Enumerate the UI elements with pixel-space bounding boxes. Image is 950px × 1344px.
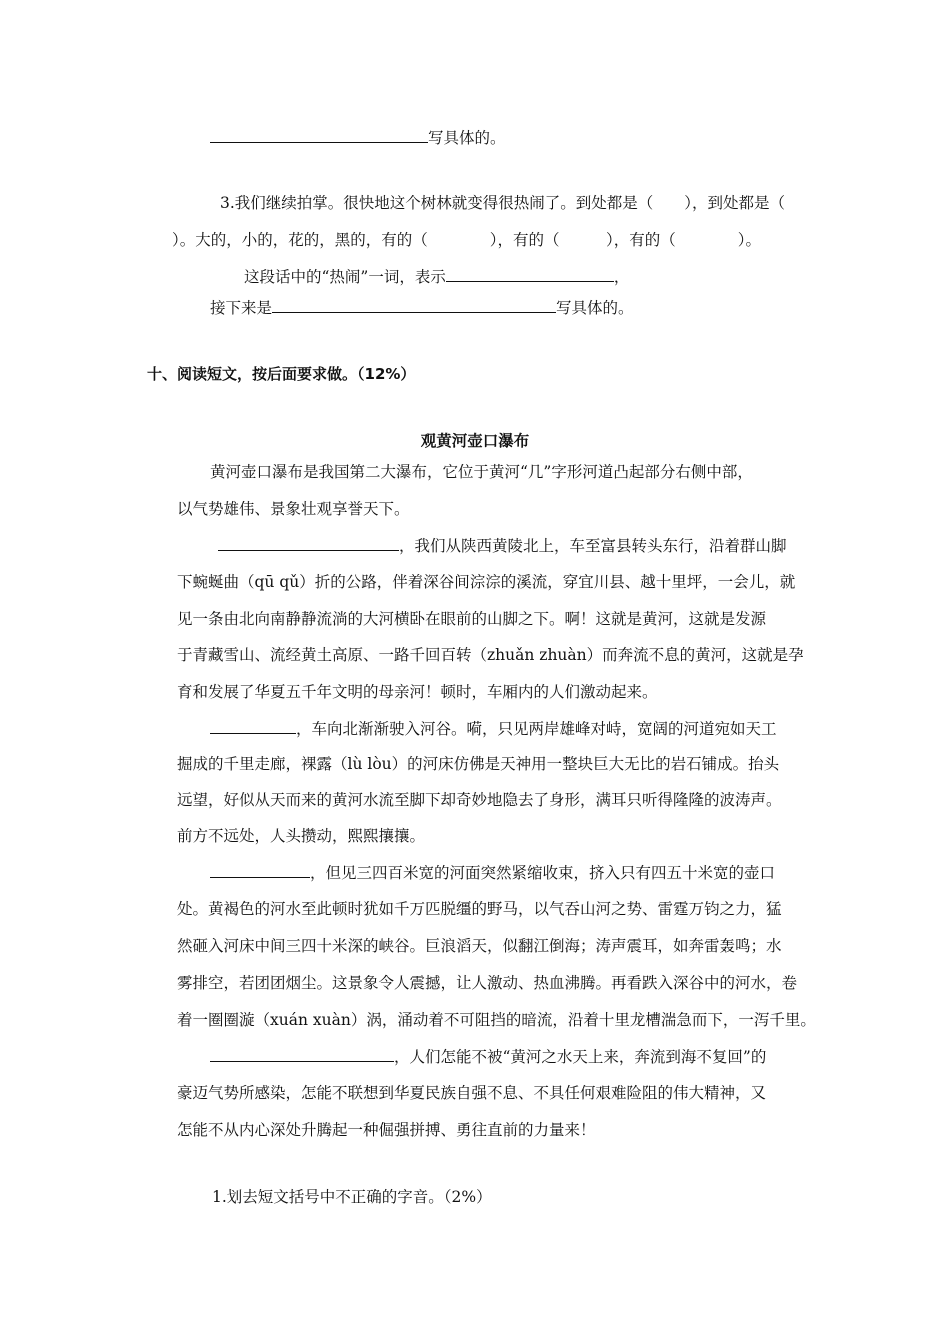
p2-blank[interactable] [218,535,399,551]
p2-line: 育和发展了华夏五千年文明的母亲河！顿时，车厢内的人们激动起来。 [177,683,658,701]
p5-first-text: ，人们怎能不被“黄河之水天上来，奔流到海不复回”的 [394,1048,767,1066]
question-1: 1.划去短文括号中不正确的字音。（2%） [212,1188,492,1206]
passage-title: 观黄河壶口瀑布 [420,432,530,450]
p2-first-text: ，我们从陕西黄陵北上，车至富县转头东行，沿着群山脚 [399,537,787,555]
q3-line2: ）。大的，小的，花的，黑的，有的（ ），有的（ ），有的（ ）。 [172,231,762,249]
p4-line: 处。黄褐色的河水至此顿时犹如千万匹脱缰的野马，以气吞山河之势、雷霆万钧之力，猛 [177,900,782,918]
p2-line: 于青藏雪山、流经黄土高原、一路千回百转（zhuǎn zhuàn）而奔流不息的黄河，这就是孕 [177,646,804,664]
p2-line: 见一条由北向南静静流淌的大河横卧在眼前的山脚之下。啊！这就是黄河，这就是发源 [177,610,767,628]
q3-line4 [210,297,634,318]
p2-line: 下蜿蜒曲（qū qǔ）折的公路，伴着深谷间淙淙的溪流，穿宜川县、越十里坪，一会儿，就 [177,573,796,591]
p3-line: 掘成的千里走廊，裸露（lù lòu）的河床仿佛是天神用一整块巨大无比的岩石铺成。抬头 [177,755,780,773]
p5-first-line [210,1046,766,1067]
p5-blank[interactable] [210,1046,394,1062]
p4-line: 雾排空，若团团烟尘。这景象令人震撼，让人激动、热血沸腾。再看跌入深谷中的河水，卷 [177,974,798,992]
q3-line3 [244,266,629,287]
p5-line: 怎能不从内心深处升腾起一种倔强拼搏、勇往直前的力量来！ [177,1121,596,1139]
p4-first-line [210,862,775,883]
p3-line: 远望，好似从天而来的黄河水流至脚下却奇妙地隐去了身形，满耳只听得隆隆的波涛声。 [177,791,782,809]
q3-line3-prefix: 这段话中的“热闹”一词，表示 [244,268,446,286]
p1-line: 以气势雄伟、景象壮观享誉天下。 [177,500,410,518]
p4-line: 然砸入河床中间三四十米深的峡谷。巨浪滔天，似翻江倒海；涛声震耳，如奔雷轰鸣；水 [177,937,782,955]
q3-line4-suffix: 写具体的。 [556,299,634,317]
q3-line3-suffix: ， [613,268,630,286]
p5-line: 豪迈气势所感染，怎能不联想到华夏民族自强不息、不具任何艰难险阻的伟大精神，又 [177,1084,767,1102]
q2-answer-line [210,127,506,148]
p3-first-text: ，车向北渐渐驶入河谷。嗬，只见两岸雄峰对峙，宽阔的河道宛如天工 [296,720,777,738]
q3-detail-blank[interactable] [272,297,556,313]
q3-line1: 3.我们继续拍掌。很快地这个树林就变得很热闹了。到处都是（ ），到处都是（ [220,194,786,212]
p1-line: 黄河壶口瀑布是我国第二大瀑布，它位于黄河“几”字形河道凸起部分右侧中部， [210,463,753,481]
p4-first-text: ，但见三四百米宽的河面突然紧缩收束，挤入只有四五十米宽的壶口 [310,864,776,882]
q2-blank[interactable] [210,127,428,143]
q2-suffix: 写具体的。 [428,129,506,147]
p3-blank[interactable] [210,718,296,734]
section-10-heading: 十、阅读短文，按后面要求做。（12%） [147,365,416,383]
p2-first-line [218,535,787,556]
p3-first-line [210,718,777,739]
q3-meaning-blank[interactable] [446,266,614,282]
p3-line: 前方不远处，人头攒动，熙熙攘攘。 [177,827,426,845]
p4-line: 着一圈圈漩（xuán xuàn）涡，涌动着不可阻挡的暗流，沿着十里龙槽湍急而下，一泻千里。 [177,1011,816,1029]
q3-line4-prefix: 接下来是 [210,299,273,317]
p4-blank[interactable] [210,862,310,878]
